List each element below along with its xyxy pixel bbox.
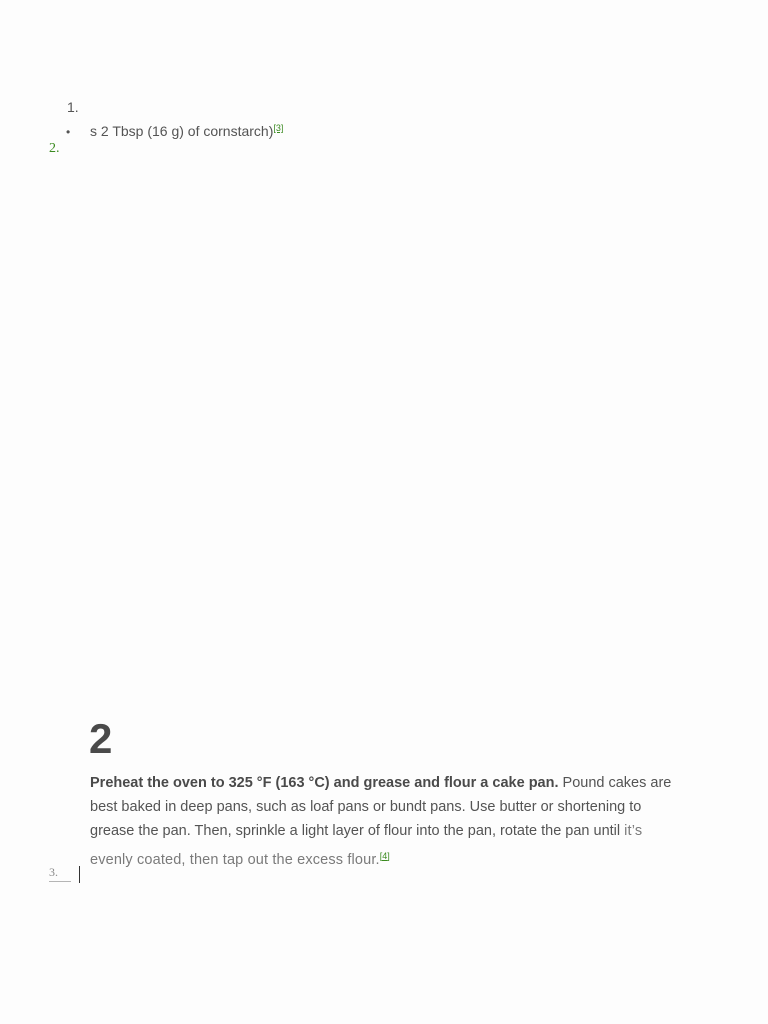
ingredient-text: s 2 Tbsp (16 g) of cornstarch) [90,123,274,139]
reference-link-3[interactable]: [3] [273,123,284,133]
step-headline: Preheat the oven to 325 °F (163 °C) and grease and flour a cake pan. [90,775,559,791]
step-description [90,771,682,872]
list-item-number-1: 1. [67,99,79,115]
step-body-faded-text: it’s evenly coated, then tap out the excess flour. [90,823,643,868]
reference-link-4[interactable]: [4] [379,850,390,861]
ingredient-bullet-item [66,123,283,139]
step-body-text: Pound cakes are best baked in deep pans, such as loaf pans or bundt pans. Use butter or shortening to grease the pan. Then, sprinkle a light layer of flour into the pan, rotate the pan until [90,775,672,840]
bullet-icon: • [66,125,71,139]
list-item-number-2: 2. [49,141,60,156]
list-item-number-3: 3. [49,865,71,882]
text-cursor [79,866,80,883]
step-number: 2 [89,715,113,762]
